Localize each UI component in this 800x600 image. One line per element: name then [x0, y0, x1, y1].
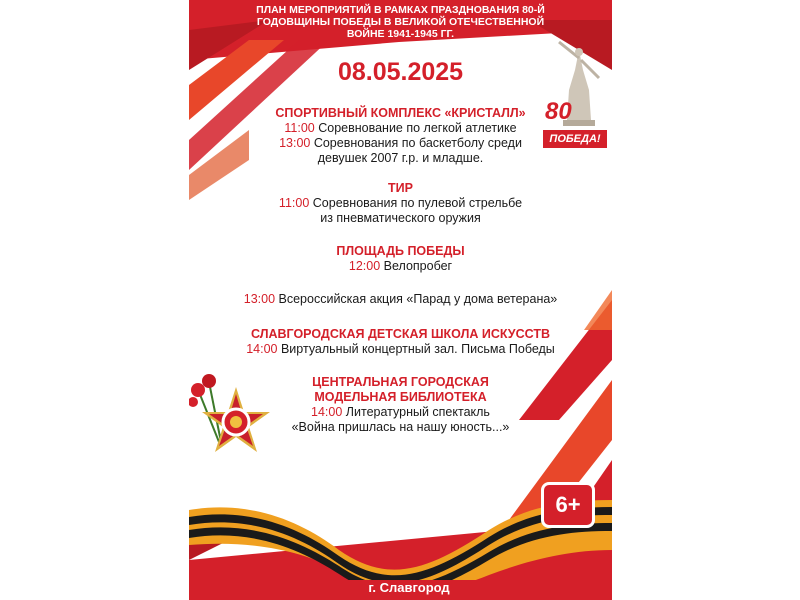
section-art-school — [229, 327, 572, 357]
section-ploshad-pobedy — [229, 244, 572, 274]
header-line-2: ГОДОВЩИНЫ ПОБЕДЫ В ВЕЛИКОЙ ОТЕЧЕСТВЕННОЙ — [256, 16, 545, 28]
order-of-patriotic-war-icon — [199, 385, 273, 459]
event-line: 14:00 Литературный спектакль — [311, 405, 490, 419]
header-line-1: ПЛАН МЕРОПРИЯТИЙ В РАМКАХ ПРАЗДНОВАНИЯ 80-Й — [256, 4, 545, 16]
city-name: г. Славгород — [368, 580, 450, 595]
event-line-cont: из пневматического оружия — [320, 211, 481, 225]
event-line-cont: девушек 2007 г.р. и младше. — [317, 151, 484, 165]
badge-pobeda: ПОБЕДА! — [543, 130, 607, 148]
section-parad — [229, 292, 572, 307]
header-line-3: ВОЙНЕ 1941-1945 ГГ. — [346, 28, 455, 40]
event-line: 13:00 Соревнования по баскетболу среди — [279, 136, 522, 150]
event-line: 11:00 Соревнование по легкой атлетике — [284, 121, 517, 135]
section-title: ПЛОЩАДЬ ПОБЕДЫ — [336, 244, 465, 258]
section-title-2: МОДЕЛЬНАЯ БИБЛИОТЕКА — [314, 390, 487, 404]
section-library — [229, 375, 572, 435]
badge-80: 80 — [545, 98, 572, 125]
section-kristall — [229, 106, 572, 166]
section-title: СЛАВГОРОДСКАЯ ДЕТСКАЯ ШКОЛА ИСКУССТВ — [251, 327, 550, 341]
event-line: 12:00 Велопробег — [348, 259, 453, 273]
poster — [189, 0, 612, 600]
age-rating-badge: 6+ — [541, 482, 595, 528]
section-title: ТИР — [388, 181, 413, 195]
event-line: 14:00 Виртуальный концертный зал. Письма Победы — [246, 342, 555, 356]
section-tir — [229, 181, 572, 226]
event-line-cont: «Война пришлась на нашу юность...» — [291, 420, 510, 434]
section-title: ЦЕНТРАЛЬНАЯ ГОРОДСКАЯ — [312, 375, 489, 389]
event-line: 11:00 Соревнования по пулевой стрельбе — [278, 196, 523, 210]
event-line: 13:00 Всероссийская акция «Парад у дома ветерана» — [243, 292, 558, 306]
event-date: 08.05.2025 — [337, 58, 464, 86]
section-title: СПОРТИВНЫЙ КОМПЛЕКС «КРИСТАЛЛ» — [275, 106, 526, 120]
poster-header — [239, 4, 562, 40]
